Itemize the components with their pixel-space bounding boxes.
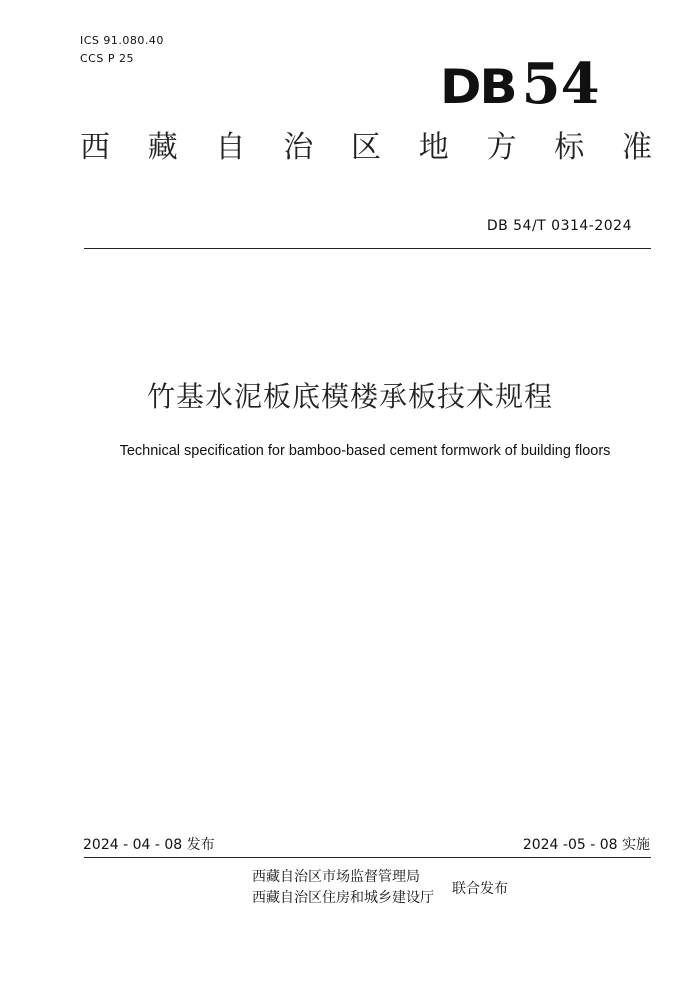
standard-type-char: 自	[215, 130, 246, 165]
logo-number: 54	[521, 51, 600, 117]
title-english: Technical specification for bamboo-based cement formwork of building floors	[119, 443, 611, 459]
standard-type-char: 地	[418, 130, 449, 165]
ics-code: ICS 91.080.40	[80, 34, 164, 47]
standard-type-char: 方	[486, 130, 517, 165]
standard-type-heading	[80, 128, 652, 168]
issue-date: 2024 - 04 - 08 发布	[83, 837, 215, 853]
issuer-name: 西藏自治区住房和城乡建设厅	[252, 890, 434, 906]
db54-logo	[440, 51, 600, 117]
issuer-list	[252, 867, 434, 909]
implementation-date: 2024 -05 - 08 实施	[522, 837, 650, 853]
title-chinese: 竹基水泥板底模楼承板技术规程	[146, 380, 553, 413]
ccs-code: CCS P 25	[80, 52, 134, 65]
standard-type-char: 准	[622, 130, 652, 165]
logo-letters: DB	[440, 59, 516, 115]
standard-type-char: 区	[351, 130, 381, 165]
standard-code: DB 54/T 0314-2024	[486, 218, 632, 234]
standard-type-char: 治	[283, 130, 314, 165]
standard-type-char: 藏	[147, 130, 178, 165]
issuer-block	[252, 867, 508, 909]
top-divider	[84, 248, 651, 249]
bottom-divider	[84, 857, 651, 858]
standard-type-char: 西	[80, 130, 110, 165]
joint-release-label: 联合发布	[452, 881, 508, 897]
standard-type-char: 标	[554, 130, 585, 165]
issuer-name: 西藏自治区市场监督管理局	[252, 869, 420, 885]
